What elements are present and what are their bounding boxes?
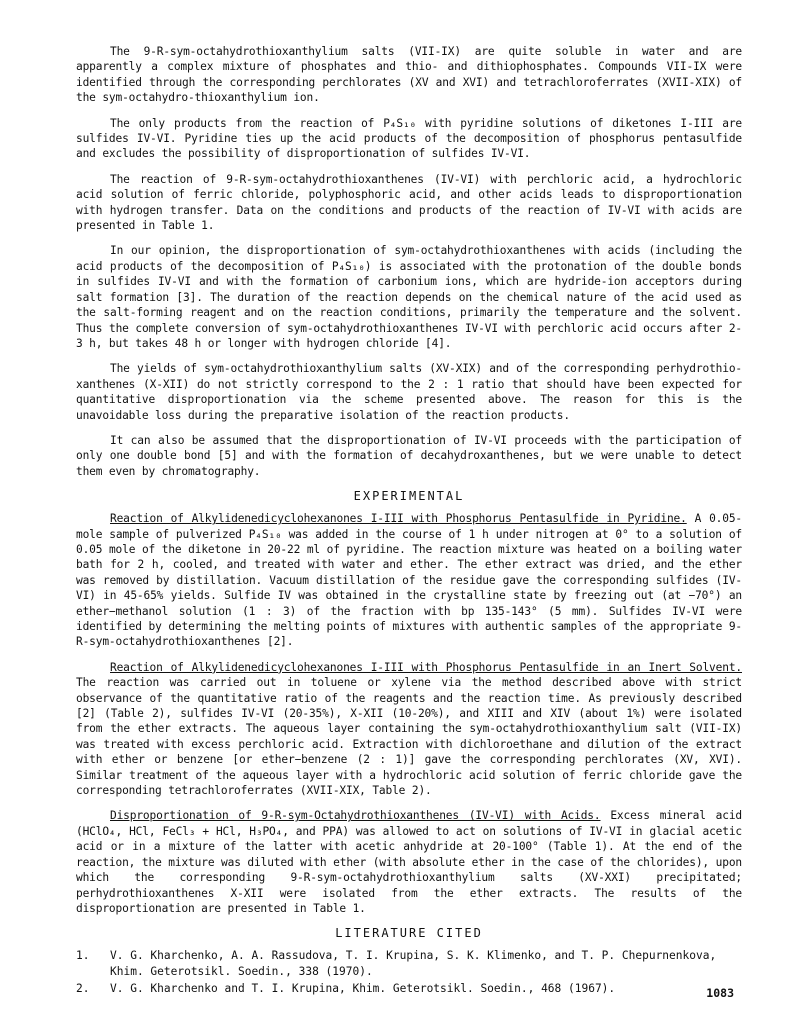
reference-number: 2. xyxy=(76,982,90,996)
section-body: The reaction was carried out in toluene or xylene via the method described above with strict observance of the quantitative ratio of the reagents and the reaction time. As previously described [2] (Table 2), sulfides IV-VI (20-35%), X-XII (10-20%), and XIII and XIV (about 1%) were isolated from the ether extracts. The aqueous layer containing the sym-octahydrothioxanthylium salt (VII-IX) was treated with excess perchloric acid. Extraction with dichloroethane and dilution of the extract with ether or benzene [or ether−benzene (2 : 1)] gave the corresponding perchlorates (XV, XVI). Similar treatment of the aqueous layer with a hydrochloric acid solution of ferric chloride gave the corresponding tetrachloroferrates (XVII-XIX, Table 2). xyxy=(76,676,742,798)
paragraph-2: The only products from the reaction of P₄S₁₀ with pyridine solutions of diketones I-III are sulfides IV-VI. Pyridine ties up the acid products of the decomposition of phosphorus pentasulfide and excludes the possibility of disproportionation of sulfides IV-VI. xyxy=(76,116,742,161)
experimental-section-1 xyxy=(76,511,742,650)
paragraph-5: The yields of sym-octahydrothioxanthylium salts (XV-XIX) and of the corresponding perhydrothio-xanthenes (X-XII) do not strictly correspond to the 2 : 1 ratio that should have been expected for quantitative disproportionation via the scheme presented above. The reason for this is the unavoidable loss during the preparative isolation of the reaction products. xyxy=(76,362,742,422)
reference-item xyxy=(76,948,742,979)
section-body: Excess mineral acid (HClO₄, HCl, FeCl₃ + HCl, H₃PO₄, and PPA) was allowed to act on solutions of IV-VI in glacial acetic acid or in a mixture of the latter with acetic anhydride at 20-100° (Table 1). At the end of the reaction, the mixture was diluted with ether (with absolute ether in the case of the chlorides), upon which the corresponding 9-R-sym-octahydrothioxanthylium salts (XV-XXI) precipitated; perhydrothioxanthenes X-XII were isolated from the ether extracts. The results of the disproportionation are presented in Table 1. xyxy=(76,809,742,915)
reference-number: 1. xyxy=(76,949,90,963)
reference-text: V. G. Kharchenko, A. A. Rassudova, T. I. Krupina, S. K. Klimenko, and T. P. Chepurnenkova, Khim. Geterotsikl. Soedin., 338 (1970). xyxy=(110,949,717,978)
section-title: Reaction of Alkylidenedicyclohexanones I-III with Phosphorus Pentasulfide in an Inert Solvent. xyxy=(110,660,742,674)
reference-item xyxy=(76,981,742,996)
experimental-heading: EXPERIMENTAL xyxy=(353,489,465,504)
section-title: Disproportionation of 9-R-sym-Octahydrothioxanthenes (IV-VI) with Acids. xyxy=(110,809,601,823)
paragraph-6: It can also be assumed that the disproportionation of IV-VI proceeds with the participation of only one double bond [5] and with the formation of decahydroxanthenes, but we were unable to detect them even by chromatography. xyxy=(76,433,742,478)
paragraph-4: In our opinion, the disproportionation of sym-octahydrothioxanthenes with acids (including the acid products of the decomposition of P₄S₁₀) is associated with the protonation of the double bonds in sulfides IV-VI and with the formation of carbonium ions, which are hydride-ion acceptors during salt formation [3]. The duration of the reaction depends on the chemical nature of the acid used as the salt-forming reagent and on the reaction conditions, primarily the temperature and the solvent. Thus the complete conversion of sym-octahydrothioxanthenes IV-VI with perchloric acid occurs after 2-3 h, but takes 48 h or longer with hydrogen chloride [4]. xyxy=(76,244,742,350)
reference-text: V. G. Kharchenko and T. I. Krupina, Khim. Geterotsikl. Soedin., 468 (1967). xyxy=(110,982,616,996)
section-title: Reaction of Alkylidenedicyclohexanones I-III with Phosphorus Pentasulfide in Pyridine. xyxy=(110,512,687,526)
literature-heading: LITERATURE CITED xyxy=(335,926,483,941)
paragraph-3: The reaction of 9-R-sym-octahydrothioxanthenes (IV-VI) with perchloric acid, a hydrochloric acid solution of ferric chloride, polyphosphoric acid, and other acids leads to disproportionation with hydrogen transfer. Data on the conditions and products of the reaction of IV-VI with acids are presented in Table 1. xyxy=(76,172,742,233)
paragraph-1: The 9-R-sym-octahydrothioxanthylium salts (VII-IX) are quite soluble in water and are apparently a complex mixture of phosphates and thio- and dithiophosphates. Compounds VII-IX were identified through the corresponding perchlorates (XV and XVI) and tetrachloroferrates (XVII-XIX) of the sym-octahydro-thioxanthylium ion. xyxy=(76,45,742,105)
experimental-section-2 xyxy=(76,660,742,799)
section-body: A 0.05-mole sample of pulverized P₄S₁₀ was added in the course of 1 h under nitrogen at 0° to a solution of 0.05 mole of the diketone in 20-22 ml of pyridine. The reaction mixture was heated on a boiling water bath for 2 h, cooled, and treated with water and ether. The ether extract was dried, and the ether was removed by distillation. Vacuum distillation of the residue gave the corresponding sulfides (IV-VI) in 45-65% yields. Sulfide IV was obtained in the crystalline state by freezing out (at −70°) an ether−methanol solution (1 : 3) of the fraction with bp 135-143° (5 mm). Sulfides IV-VI were identified by determining the melting points of mixtures with authentic samples of the appropriate 9-R-sym-octahydrothioxanthenes [2]. xyxy=(76,512,742,649)
reference-list xyxy=(76,948,742,996)
page-body xyxy=(76,44,742,999)
page-number: 1083 xyxy=(706,986,734,1000)
experimental-section-3 xyxy=(76,808,742,916)
